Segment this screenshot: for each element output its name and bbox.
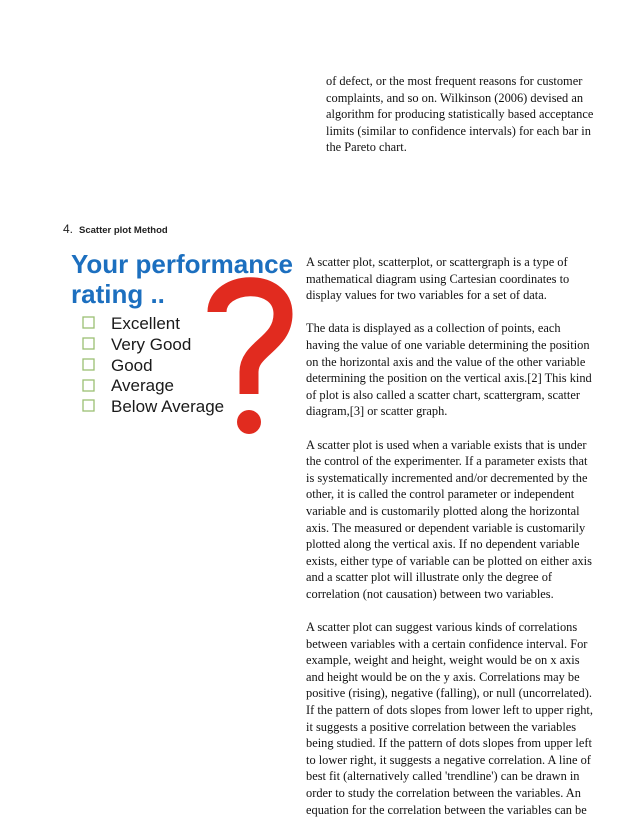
text-line: positive (rising), negative (falling), or null (uncorrelated). [306,686,592,701]
section-heading [63,213,168,240]
option-label: Excellent [111,314,180,333]
option-label: Below Average [111,397,225,416]
text-line: complaints, and so on. Wilkinson (2006) devised an [326,90,584,105]
text-line: between variables with a certain confidence interval. For [306,636,588,651]
paragraph [306,320,593,420]
text-line: best fit (alternatively called 'trendline') can be drawn in [306,769,580,784]
text-line: the control of the experimenter. If a parameter exists that [306,454,588,469]
body-text-column [306,254,593,818]
section-title: Scatter plot Method [79,225,168,236]
text-line: plotted along the vertical axis. If no dependent variable [306,537,580,552]
text-line: A scatter plot, scatterplot, or scattergraph is a type of [306,255,568,269]
checkbox-icon [83,400,94,411]
text-line: order to study the correlation between the variables. An [306,786,581,800]
text-line: having the value of one variable determining the position [306,337,590,352]
text-line: If the pattern of dots slopes from lower left to upper right, [306,703,593,718]
text-line: equation for the correlation between the variables can be [306,802,587,817]
figure-title-line1: Your performance [71,249,294,279]
option-label: Good [111,356,153,375]
text-line: limits (similar to confidence intervals) for each bar in [326,123,591,138]
text-line: of plot is also called a scatter chart, scattergram, scatter [306,387,580,402]
performance-rating-image [69,244,294,442]
text-line: other, it is called the control parameter or independent [306,487,575,502]
text-line: and height would be on the y axis. Correlations may be [306,669,580,684]
text-line: A scatter plot can suggest various kinds of correlations [306,620,578,635]
text-line: mathematical diagram using Cartesian coordinates to [306,271,570,286]
section-number: 4. [63,222,74,236]
text-line: diagram,[3] or scatter graph. [306,404,448,419]
text-line: and a scatter plot will illustrate only the degree of [306,570,553,585]
checkbox-icon [83,317,94,328]
text-line: variable and is customarily plotted along the horizontal [306,503,580,518]
paragraph [306,254,593,304]
text-line: axis. The measured or dependent variable is customarily [306,520,586,535]
question-mark-icon [217,287,283,434]
text-line: of defect, or the most frequent reasons for customer [326,74,583,88]
text-line: on the horizontal axis and the value of the other variable [306,354,586,369]
text-line: to lower right, it suggests a negative correlation. A line of [306,752,591,767]
checkbox-icon [83,359,94,370]
paragraph [306,619,593,818]
text-line: display values for two variables for a set of data. [306,288,547,303]
text-line: correlation (not causation) between two variables. [306,586,554,601]
checkbox-icon [83,380,94,391]
top-paragraph [326,73,593,156]
paragraph [306,437,593,603]
text-line: is systematically incremented and/or decremented by the [306,470,588,485]
text-line: The data is displayed as a collection of points, each [306,321,561,336]
figure-title-line2: rating .. [71,279,165,309]
text-line: A scatter plot is used when a variable exists that is under [306,437,587,452]
text-line: it suggests a positive correlation between the variables [306,719,577,734]
text-line: example, weight and height, weight would be on x axis [306,653,580,668]
text-line: algorithm for producing statistically based acceptance [326,107,594,122]
option-label: Average [111,376,175,395]
text-line: being studied. If the pattern of dots slopes from upper left [306,736,592,751]
text-line: determining the position on the vertical axis.[2] This kind [306,371,592,386]
text-line: exists, either type of variable can be plotted on either axis [306,553,592,568]
checkbox-icon [83,338,94,349]
option-label: Very Good [111,335,192,354]
text-line: the Pareto chart. [326,140,407,155]
